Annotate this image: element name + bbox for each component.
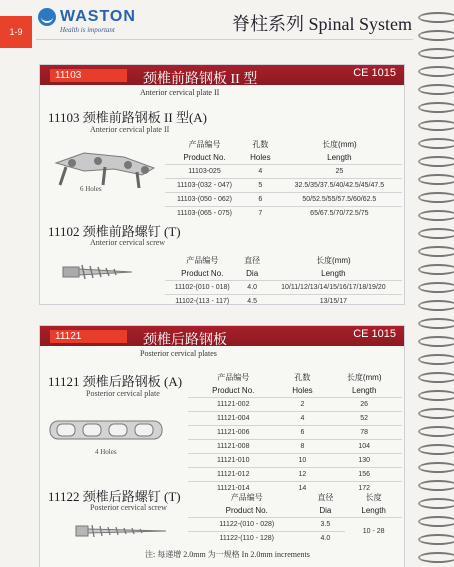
waston-logo-icon — [38, 8, 56, 26]
product-english: Posterior cervical plate — [86, 389, 160, 398]
product-table — [165, 254, 402, 308]
table-row: 11103-(050 - 062) 6 50/52.5/55/57.5/60/62.5 — [165, 193, 402, 207]
table-row: 11103-025 4 25 — [165, 165, 402, 179]
section-subtitle: Posterior cervical plates — [140, 349, 217, 358]
product-english: Anterior cervical screw — [90, 238, 166, 247]
product-heading: 11121 颈椎后路钢板 (A) — [48, 374, 183, 389]
table-row: 11122-(010 - 028) 3.5 10 - 28 — [188, 518, 402, 532]
table-header-row: 产品编号 直径 长度(mm) — [186, 256, 351, 265]
page-title: 脊柱系列 Spinal System — [232, 14, 413, 34]
product-english: Anterior cervical plate II — [90, 125, 170, 134]
product-heading: 11103 颈椎前路钢板 II 型(A) — [48, 110, 207, 125]
section-posterior-plate — [39, 325, 405, 567]
product-heading: 11102 颈椎前路螺钉 (T) — [48, 224, 181, 239]
section-title: 颈椎后路钢板 — [143, 333, 227, 348]
brand-tagline: Health is important — [60, 26, 115, 34]
table-row: 11121-002 2 26 — [188, 398, 402, 412]
table-row: 11121-014 14 172 — [188, 482, 402, 496]
page-number-tab: 1-9 — [0, 16, 32, 48]
table-row: 11121-010 10 130 — [188, 454, 402, 468]
table-header-row: 产品编号 孔数 长度(mm) — [217, 373, 382, 382]
section-code: 11121 — [50, 330, 127, 343]
image-caption: 6 Holes — [80, 185, 102, 193]
table-header-row: Product No. Dia Length — [181, 269, 346, 278]
table-row: 11121-004 4 52 — [188, 412, 402, 426]
table-row: 11102-(113 - 117) 4.5 13/15/17 — [165, 295, 402, 309]
table-row: 11102-(010 - 018) 4.0 10/11/12/13/14/15/16/17/18/19/20 — [165, 281, 402, 295]
product-heading: 11122 颈椎后路螺钉 (T) — [48, 489, 181, 504]
anterior-screw-image — [60, 259, 138, 285]
brand-name: WASTON — [60, 8, 136, 25]
table-row: 11103-(032 - 047) 5 32.5/35/37.5/40/42.5/45/47.5 — [165, 179, 402, 193]
increment-note: 注: 每递增 2.0mm 为一规格 In 2.0mm increments — [145, 550, 310, 559]
table-row: 11122-(110 - 128) 4.0 — [188, 532, 402, 546]
ce-mark: CE 1015 — [353, 67, 396, 79]
anterior-plate-image — [50, 143, 168, 191]
posterior-plate-image — [48, 413, 168, 449]
table-header-row: Product No. Holes Length — [183, 153, 352, 162]
section-subtitle: Anterior cervical plate II — [140, 88, 220, 97]
table-header-row: 产品编号 直径 长度 — [230, 493, 382, 502]
image-caption: 4 Holes — [95, 448, 117, 456]
table-header-row: 产品编号 孔数 长度(mm) — [188, 140, 357, 149]
section-anterior-plate — [39, 64, 405, 305]
section-code: 11103 — [50, 69, 127, 82]
table-row: 11121-012 12 156 — [188, 468, 402, 482]
table-row: 11121-008 8 104 — [188, 440, 402, 454]
table-header-row: Product No. Dia Length — [225, 506, 386, 515]
product-table — [165, 138, 402, 220]
table-row: 11103-(065 - 075) 7 65/67.5/70/72.5/75 — [165, 207, 402, 221]
product-english: Posterior cervical screw — [90, 503, 167, 512]
table-row: 11121-006 6 78 — [188, 426, 402, 440]
product-table — [188, 371, 402, 495]
section-title: 颈椎前路钢板 II 型 — [143, 72, 258, 87]
product-table — [188, 491, 402, 545]
ce-mark: CE 1015 — [353, 328, 396, 340]
header-divider — [36, 39, 413, 40]
posterior-screw-image — [74, 519, 170, 543]
table-header-row: Product No. Holes Length — [212, 386, 377, 395]
